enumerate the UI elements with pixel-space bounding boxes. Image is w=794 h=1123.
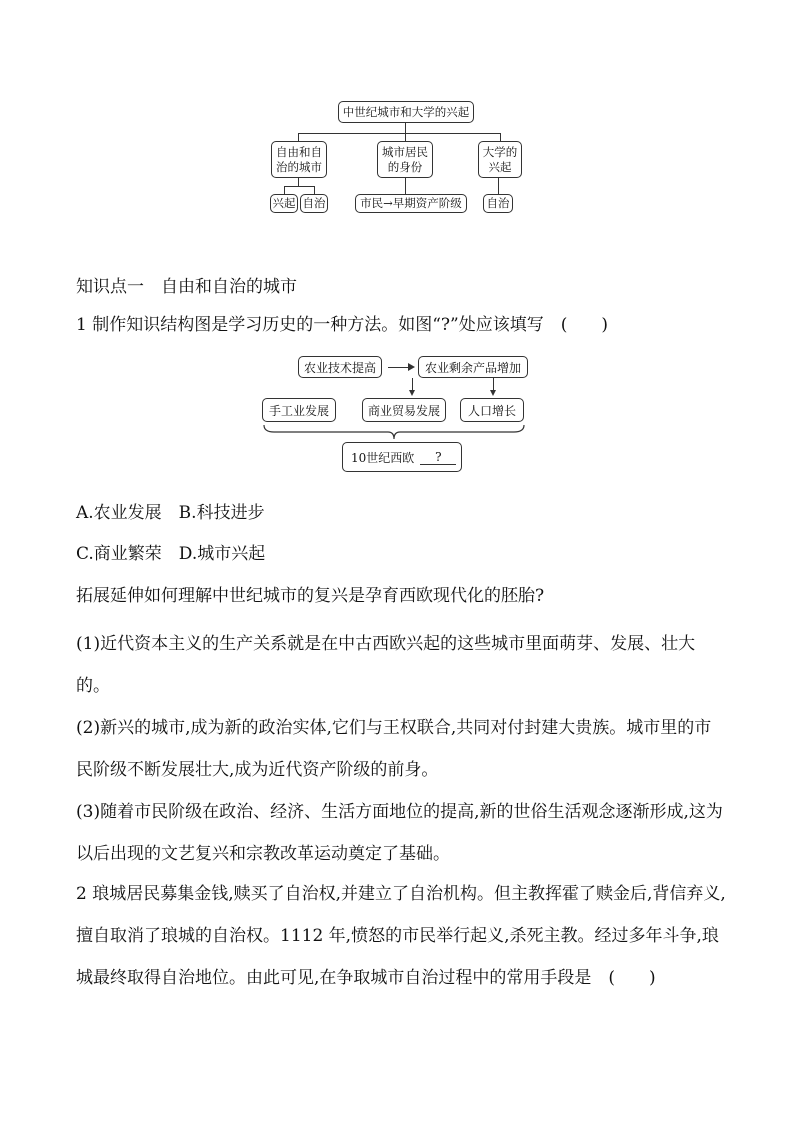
chart-label: 10世纪西欧: [351, 450, 415, 465]
chart-box-commerce: [362, 398, 446, 422]
branch-line: 的身份: [387, 159, 423, 174]
extension-point-1: (1)近代资本主义的生产关系就是在中古西欧兴起的这些城市里面萌芽、发展、壮大的。: [76, 634, 696, 696]
tree-leaf: [300, 194, 328, 213]
connector: [405, 178, 406, 194]
chart-box-agri-tech: [298, 356, 382, 378]
chart-box-europe: [342, 442, 462, 472]
arrow-line: [388, 367, 410, 368]
leaf-label: 自治: [302, 196, 326, 210]
tree-branch-universities: [478, 141, 522, 178]
tree-root-label: 中世纪城市和大学的兴起: [342, 104, 470, 119]
connector: [405, 133, 406, 141]
chart-label: 农业剩余产品增加: [424, 360, 521, 375]
connector: [314, 186, 315, 194]
brace-icon: [262, 424, 526, 440]
question-1-stem: 1 制作知识结构图是学习历史的一种方法。如图“?”处应该填写 ( ): [76, 315, 608, 335]
extension-point-3: (3)随着市民阶级在政治、经济、生活方面地位的提高,新的世俗生活观念逐渐形成,这为以后出现的文艺复兴和宗教改革运动奠定了基础。: [76, 802, 723, 864]
question-2-stem: 2 琅城居民募集金钱,赎买了自治权,并建立了自治机构。但主教挥霍了赎金后,背信弃义,擅自取消了琅城的自治权。1112 年,愤怒的市民举行起义,杀死主教。经过多年斗争,琅城最终取得自治地位。由此可见,在争取城市自治过程中的常用手段是 ( ): [76, 884, 726, 988]
extension-title: 拓展延伸如何理解中世纪城市的复兴是孕育西欧现代化的胚胎?: [76, 586, 545, 606]
chart-box-handicraft: [262, 398, 336, 422]
answer-blank: ?: [420, 450, 456, 465]
question-1-options-ab: A.农业发展 B.科技进步: [76, 503, 265, 523]
chart-box-population: [460, 398, 524, 422]
branch-line: 大学的: [482, 144, 518, 159]
chart-box-surplus: [418, 356, 528, 378]
tree-branch-cities: [271, 141, 327, 178]
branch-line: 城市居民: [382, 144, 428, 159]
connector: [405, 123, 406, 133]
tree-leaf: [483, 194, 513, 213]
question-1-options-cd: C.商业繁荣 D.城市兴起: [76, 544, 266, 564]
arrow-head-icon: [490, 390, 496, 396]
branch-line: 治的城市: [276, 159, 322, 174]
leaf-label: 自治: [486, 196, 510, 210]
connector: [298, 133, 501, 134]
tree-leaf: [355, 194, 467, 213]
connector: [298, 133, 299, 141]
leaf-label: 兴起: [272, 196, 296, 210]
chart-label: 农业技术提高: [303, 360, 376, 375]
arrow-head-icon: [408, 363, 415, 371]
chart-label: 人口增长: [467, 403, 516, 418]
connector: [298, 178, 299, 186]
tree-leaf: [270, 194, 298, 213]
branch-line: 自由和自: [276, 144, 322, 159]
chart-label: 商业贸易发展: [367, 403, 440, 418]
section-title: 知识点一 自由和自治的城市: [76, 277, 297, 297]
connector: [284, 186, 314, 187]
arrow-head-icon: [409, 390, 415, 396]
leaf-label: 市民→早期资产阶级: [360, 196, 462, 210]
tree-branch-citizens: [377, 141, 433, 178]
chart-label: 手工业发展: [268, 403, 329, 418]
extension-point-2: (2)新兴的城市,成为新的政治实体,它们与王权联合,共同对付封建大贵族。城市里的市民阶级不断发展壮大,成为近代资产阶级的前身。: [76, 718, 712, 780]
tree-root: [338, 101, 474, 123]
connector: [498, 178, 499, 194]
connector: [284, 186, 285, 194]
branch-line: 兴起: [488, 159, 512, 174]
connector: [500, 133, 501, 141]
